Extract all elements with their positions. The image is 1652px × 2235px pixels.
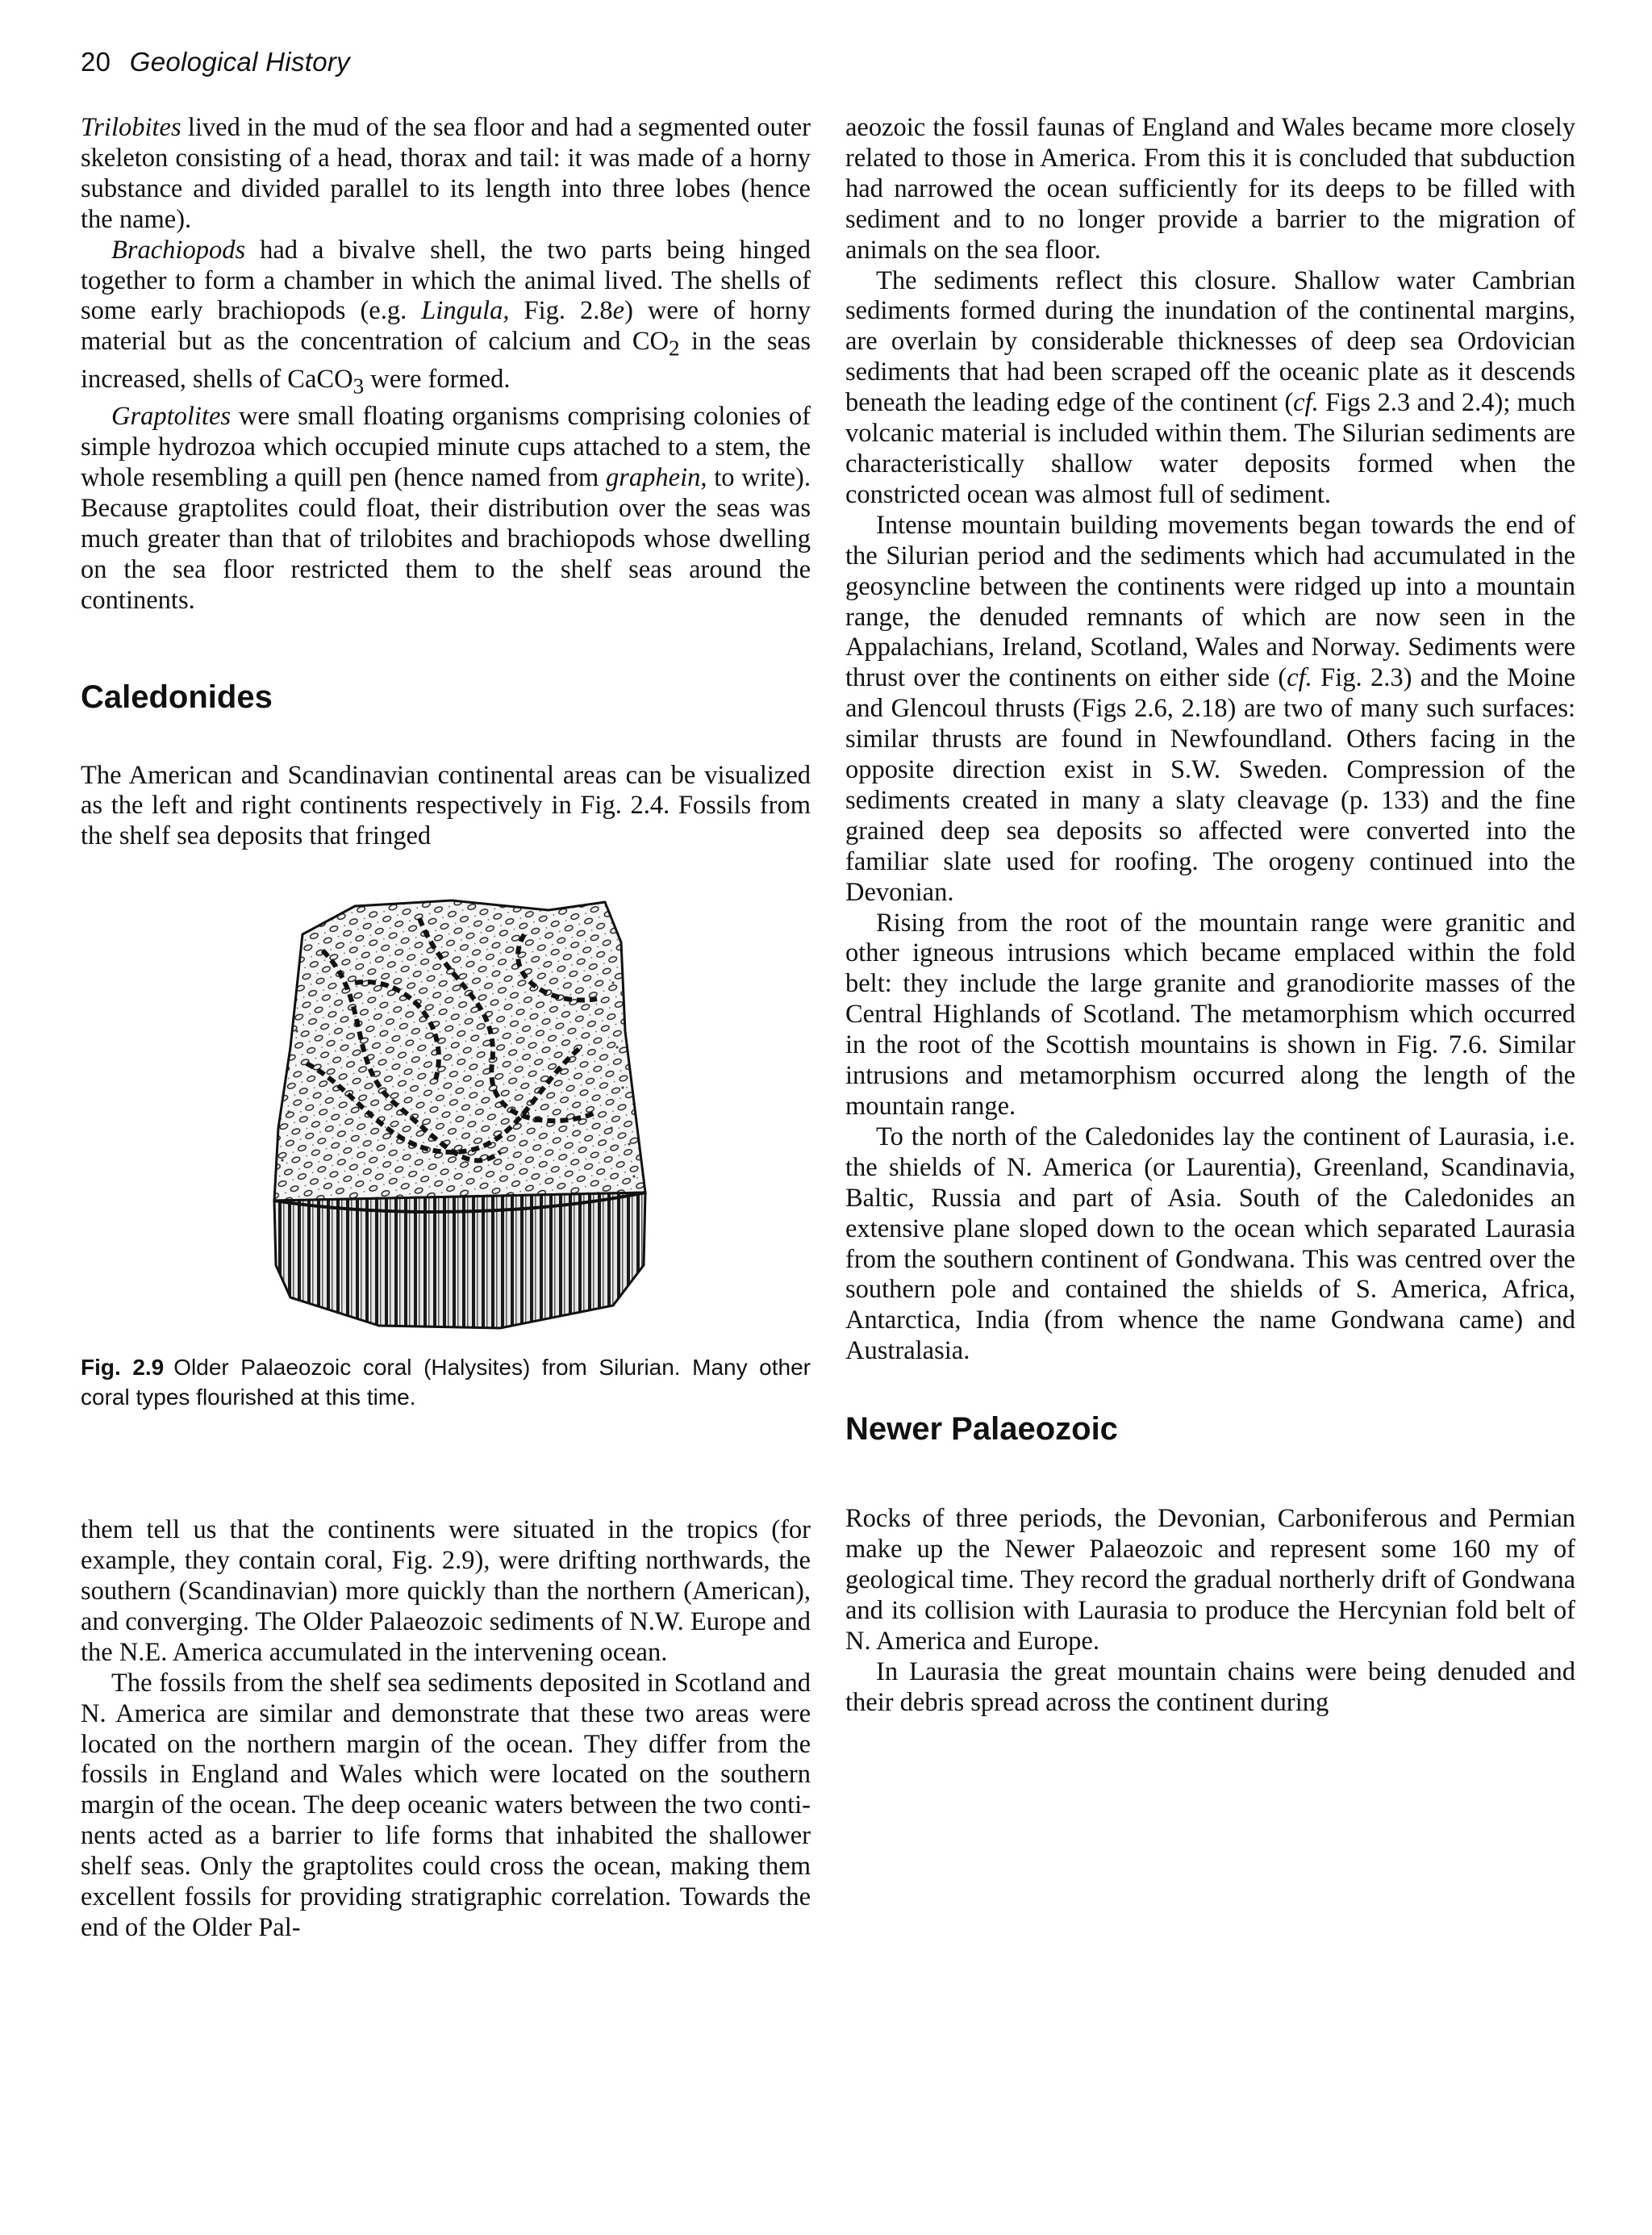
- paragraph-trilobites: Trilobites lived in the mud of the sea floor and had a segmented outer skeleton consisting of a head, thorax and tail: it was made of a horny substance and divided parallel to its length into three lobes (hence the name).: [81, 113, 811, 234]
- paragraph-shelf-fossils: The fossils from the shelf sea sediments deposited in Scotland and N. America are similar and demonstrate that these two areas were located on the northern margin of the ocean. They differ from the fossils in England and Wales which were located on the southern margin of the ocean. The deep oceanic waters between the two continents acted as a barrier to life forms that inhabited the shallower shelf seas. Only the graptolites could cross the ocean, making them excellent fossils for providing stratigraphic correlation. Towards the end of the Older Pal-: [81, 1668, 811, 1942]
- running-head: [81, 47, 350, 77]
- paragraph-mountain-building: Intense mountain building movements began towards the end of the Silurian period and the sediments which had accumulated in the geosyncline between the continents were ridged up into a mountain range, the denuded remnants of which are now seen in the Appalachians, Ireland, Scotland, Wales and Norway. Sediments were thrust over the continents on either side (cf. Fig. 2.3) and the Moine and Glencoul thrusts (Figs 2.6, 2.18) are two of many such surfaces: similar thrusts are found in Newfoundland. Others facing in the opposite direction exist in S.W. Sweden. Compression of the sediments created in many a slaty cleavage (p. 133) and the fine grained deep sea deposits so affected were converted into the familiar slate used for roofing. The orogeny continued into the Devonian.: [845, 510, 1575, 907]
- figure-caption-text: Older Palaeozoic coral (Halysites) from Silurian. Many other coral types flourished at this time.: [81, 1355, 811, 1410]
- heading-caledonides: Caledonides: [81, 679, 273, 715]
- coral-drawing: [258, 886, 661, 1338]
- figure-label: Fig. 2.9: [81, 1355, 165, 1381]
- figure-caption: [81, 1352, 811, 1412]
- left-column: [81, 113, 811, 1944]
- paragraph-continents-tropics: them tell us that the continents were situated in the tropics (for example, they contain coral, Fig. 2.9), were drifting northwards, the southern (Scandinavian) more quickly than the northern (American), and converging. The Older Palaeozoic sediments of N.W. Europe and the N.E. America accumulated in the intervening ocean.: [81, 1515, 811, 1667]
- figure-2-9: [81, 886, 811, 1412]
- running-title: Geological History: [129, 47, 350, 77]
- right-column: [845, 113, 1575, 1719]
- term-brachiopods: Brachiopods: [111, 235, 246, 265]
- term-graptolites: Graptolites: [111, 402, 232, 432]
- paragraph-caledonides-intro: The American and Scandinavian continental areas can be visualized as the left and right continents respectively in Fig. 2.4. Fossils from the shelf sea deposits that fringed: [81, 760, 811, 851]
- halysites-coral-illustration: [81, 886, 811, 1338]
- paragraph-sediments-closure: The sediments reflect this closure. Shallow water Cambrian sediments formed during the inundation of the continental margins, are overlain by considerable thicknesses of deep sea Ordovician sediments that had been scraped off the oceanic plate as it descends beneath the leading edge of the continent (cf. Figs 2.3 and 2.4); much volcanic material is included within them. The Silurian sediments are characteristically shallow water deposits formed when the constricted ocean was almost full of sediment.: [845, 265, 1576, 509]
- paragraph-laurasia-denuded: In Laurasia the great mountain chains were being denuded and their debris spread across the continent during: [845, 1656, 1575, 1717]
- paragraph-igneous-intrusions: Rising from the root of the mountain range were granitic and other igneous intrusions which became emplaced within the fold belt: they include the large granite and granodiorite masses of the Central Highlands of Scotland. The metamorphism which occurred in the root of the Scottish mountains is shown in Fig. 7.6. Similar intrusions and metamorphism occurred along the length of the mountain range.: [845, 908, 1575, 1121]
- paragraph-faunas-continued: aeozoic the fossil faunas of England and Wales became more closely related to those in America. From this it is concluded that subduction had narrowed the ocean sufficiently for its deeps to be filled with sediment and to no longer provide a barrier to the migration of animals on the sea floor.: [845, 113, 1575, 265]
- page-number: 20: [81, 47, 111, 77]
- paragraph-newer-palaeozoic-intro: Rocks of three periods, the Devonian, Carboniferous and Permian make up the Newer Palaeozoic and represent some 160 my of geological time. They record the gradual northerly drift of Gondwana and its collision with Laurasia to produce the Hercynian fold belt of N. America and Europe.: [845, 1504, 1575, 1656]
- paragraph-brachiopods: Brachiopods had a bivalve shell, the two parts being hinged together to form a chamber in which the animal lived. The shells of some early brachiopods (e.g. Lingula, Fig. 2.8e) were of horny material but as the concentration of calcium and $CO_2$ in the seas increased, shells of CaCO$_3$ were formed.: [81, 235, 811, 399]
- term-trilobites: Trilobites: [81, 113, 181, 142]
- heading-newer-palaeozoic: Newer Palaeozoic: [845, 1411, 1118, 1448]
- paragraph-graptolites: Graptolites were small floating organisms comprising colonies of simple hydrozoa which occupied minute cups attached to a stem, the whole resembling a quill pen (hence named from graphein, to write). Because graptolites could float, their distribution over the seas was much greater than that of trilobites and brachiopods whose dwelling on the sea floor restricted them to the shelf seas around the continents.: [81, 402, 811, 615]
- paragraph-laurasia-gondwana: To the north of the Caledonides lay the continent of Laurasia, i.e. the shields of N. America (or Laurentia), Greenland, Scandinavia, Baltic, Russia and part of Asia. South of the Caledonides an extensive plane sloped down to the ocean which separated Laurasia from the southern continent of Gondwana. This was centred over the southern pole and contained the shields of S. America, Africa, Antarctica, India (from whence the name Gondwana came) and Australasia.: [845, 1122, 1575, 1366]
